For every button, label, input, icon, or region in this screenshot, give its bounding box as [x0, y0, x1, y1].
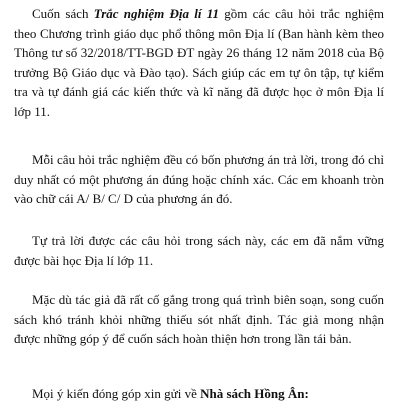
intro-paragraph — [14, 4, 384, 121]
outcome-paragraph: Tự trả lời được các câu hỏi trong sách này, các em đã nắm vững được bài học Địa lí lớp 11. — [14, 233, 384, 268]
format-paragraph: Mỗi câu hỏi trắc nghiệm đều có bốn phương án trả lời, trong đó chỉ duy nhất có một phương án đúng hoặc chính xác. Các em khoanh tròn vào chữ cái A/ B/ C/ D của phương án đó. — [14, 152, 384, 206]
intro-rest: gồm các câu hỏi trắc nghiệm theo Chương trình giáo dục phổ thông môn Địa lí (Ban hành kèm theo Thông tư số 32/2018/TT-BGD ĐT ngày 26 tháng 12 năm 2018 của Bộ trưởng Bộ Giáo dục và Đào tạo). Sách giúp các em tự ôn tập, tự kiểm tra và tự đánh giá các kiến thức và kĩ năng đã được học ở môn Địa lí lớp 11. — [14, 6, 384, 119]
book-title: Trắc nghiệm Địa lí 11 — [93, 6, 219, 21]
intro-lead: Cuốn sách — [32, 6, 94, 21]
contact-line — [32, 384, 309, 404]
publisher-name: Nhà sách Hồng Ân: — [200, 386, 309, 401]
contact-intro: Mọi ý kiến đóng góp xin gửi về — [32, 386, 201, 401]
acknowledgement-paragraph: Mặc dù tác giả đã rất cố gắng trong quá trình biên soạn, song cuốn sách khó tránh khỏi những thiếu sót nhất định. Tác giả mong nhận được những góp ý để cuốn sách hoàn thiện hơn trong lần tái bản. — [14, 292, 384, 346]
